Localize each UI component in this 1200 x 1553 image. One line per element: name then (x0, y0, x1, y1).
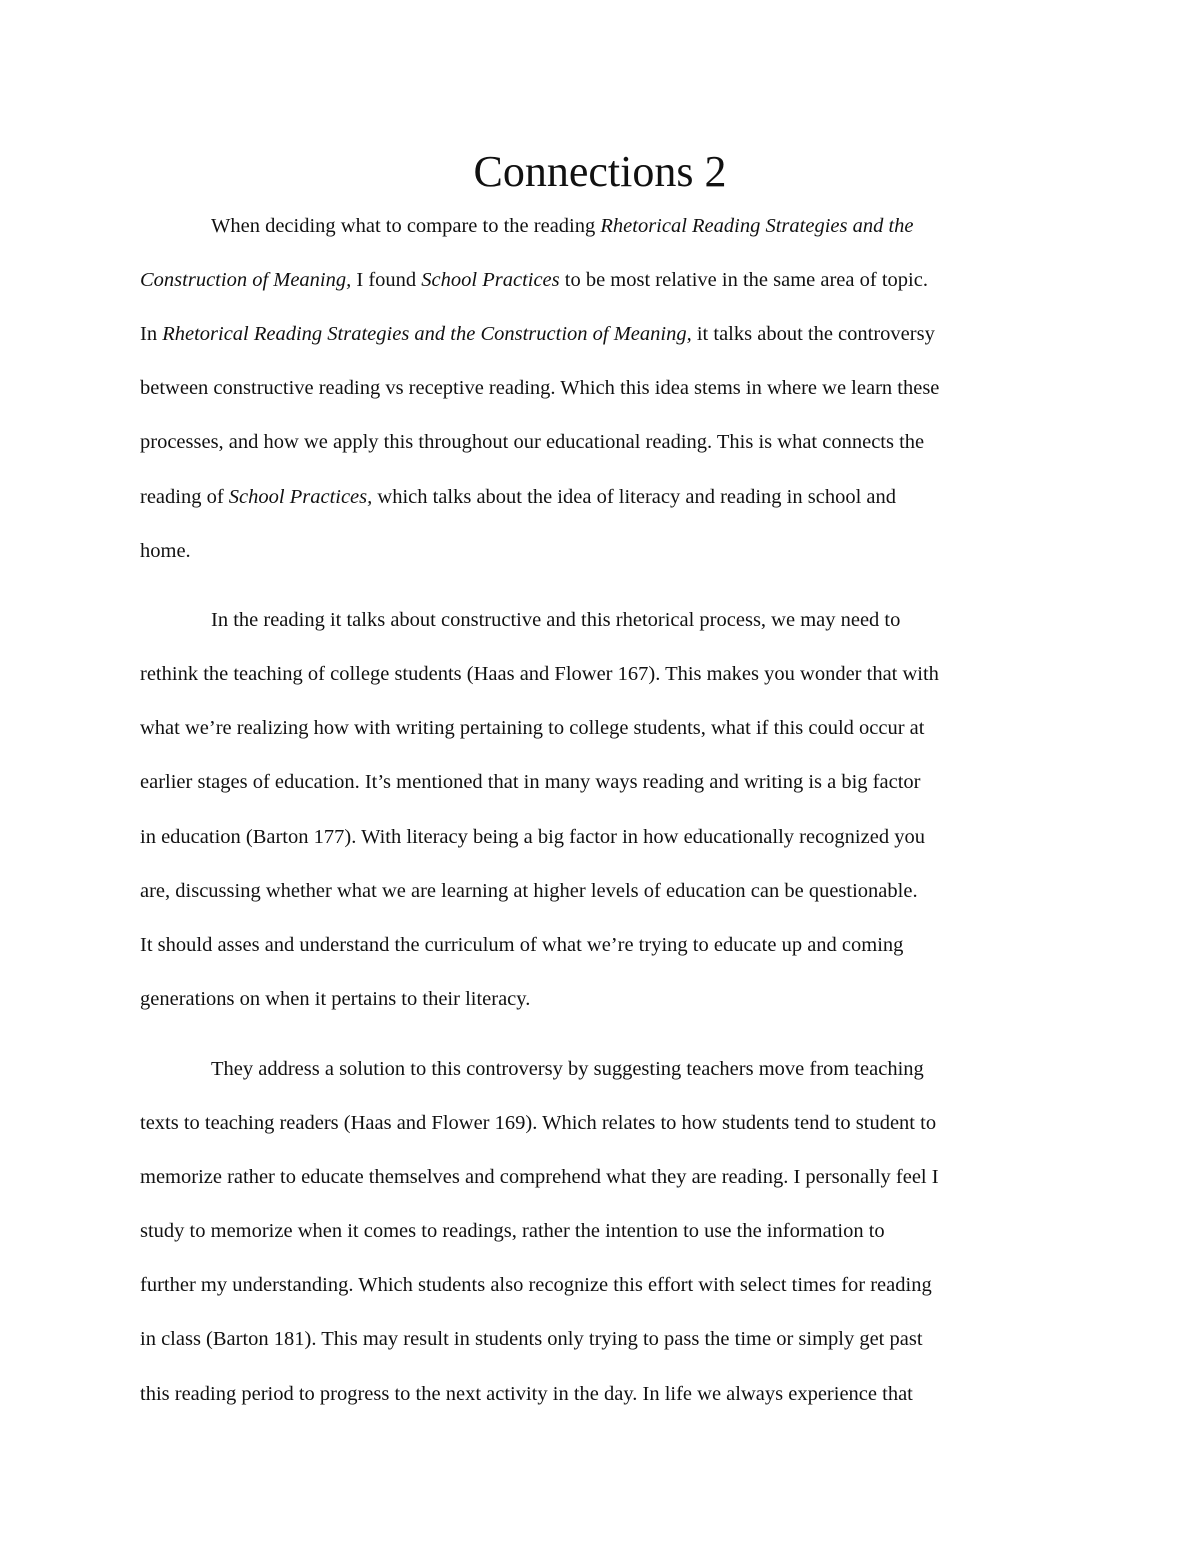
text-run: In (140, 323, 163, 345)
p2-line-2: rethink the teaching of college students (Haas and Flower 167). This makes you wonder that with (140, 663, 939, 685)
p1-line-1 (211, 211, 914, 241)
p2-line-8: generations on when it pertains to their literacy. (140, 988, 531, 1010)
text-run: which talks about the idea of literacy and reading in school and (372, 486, 896, 508)
text-run: When deciding what to compare to the reading (211, 215, 601, 237)
p2-line-5: in education (Barton 177). With literacy being a big factor in how educationally recognized you (140, 826, 925, 848)
italic-title-run: School Practices, (228, 486, 373, 508)
p3-line-3: memorize rather to educate themselves and comprehend what they are reading. I personally feel I (140, 1166, 939, 1188)
p3-line-4: study to memorize when it comes to readings, rather the intention to use the information to (140, 1220, 885, 1242)
p3-line-2: texts to teaching readers (Haas and Flower 169). Which relates to how students tend to student to (140, 1112, 937, 1134)
p1-line-5: processes, and how we apply this throughout our educational reading. This is what connects the (140, 431, 925, 453)
p2-line-6: are, discussing whether what we are learning at higher levels of education can be questionable. (140, 880, 918, 902)
p2-line-3: what we’re realizing how with writing pertaining to college students, what if this could occur at (140, 717, 925, 739)
p1-line-4: between constructive reading vs receptive reading. Which this idea stems in where we learn these (140, 377, 940, 399)
p1-line-2 (140, 265, 928, 295)
p3-line-7: this reading period to progress to the next activity in the day. In life we always experience that (140, 1383, 913, 1405)
p3-line-1: They address a solution to this controversy by suggesting teachers move from teaching (211, 1058, 924, 1080)
p2-line-7: It should asses and understand the curriculum of what we’re trying to educate up and coming (140, 934, 904, 956)
p3-line-6: in class (Barton 181). This may result in students only trying to pass the time or simply get past (140, 1328, 923, 1350)
italic-title-run: Construction of Meaning, (140, 269, 352, 291)
p3-line-5: further my understanding. Which students also recognize this effort with select times for reading (140, 1274, 932, 1296)
p1-line-6 (140, 482, 896, 512)
text-run: I found (351, 269, 422, 291)
p2-line-1: In the reading it talks about constructive and this rhetorical process, we may need to (211, 609, 901, 631)
italic-title-run: Rhetorical Reading Strategies and the (600, 215, 914, 237)
p1-line-7: home. (140, 540, 191, 562)
p1-line-3 (140, 319, 935, 349)
italic-title-run: Rhetorical Reading Strategies and the Construction of Meaning, (162, 323, 692, 345)
italic-title-run: School Practices (421, 269, 560, 291)
text-run: reading of (140, 486, 229, 508)
document-title: Connections 2 (473, 147, 727, 196)
p2-line-4: earlier stages of education. It’s mentioned that in many ways reading and writing is a big factor (140, 771, 921, 793)
text-run: to be most relative in the same area of topic. (559, 269, 928, 291)
text-run: it talks about the controversy (691, 323, 935, 345)
